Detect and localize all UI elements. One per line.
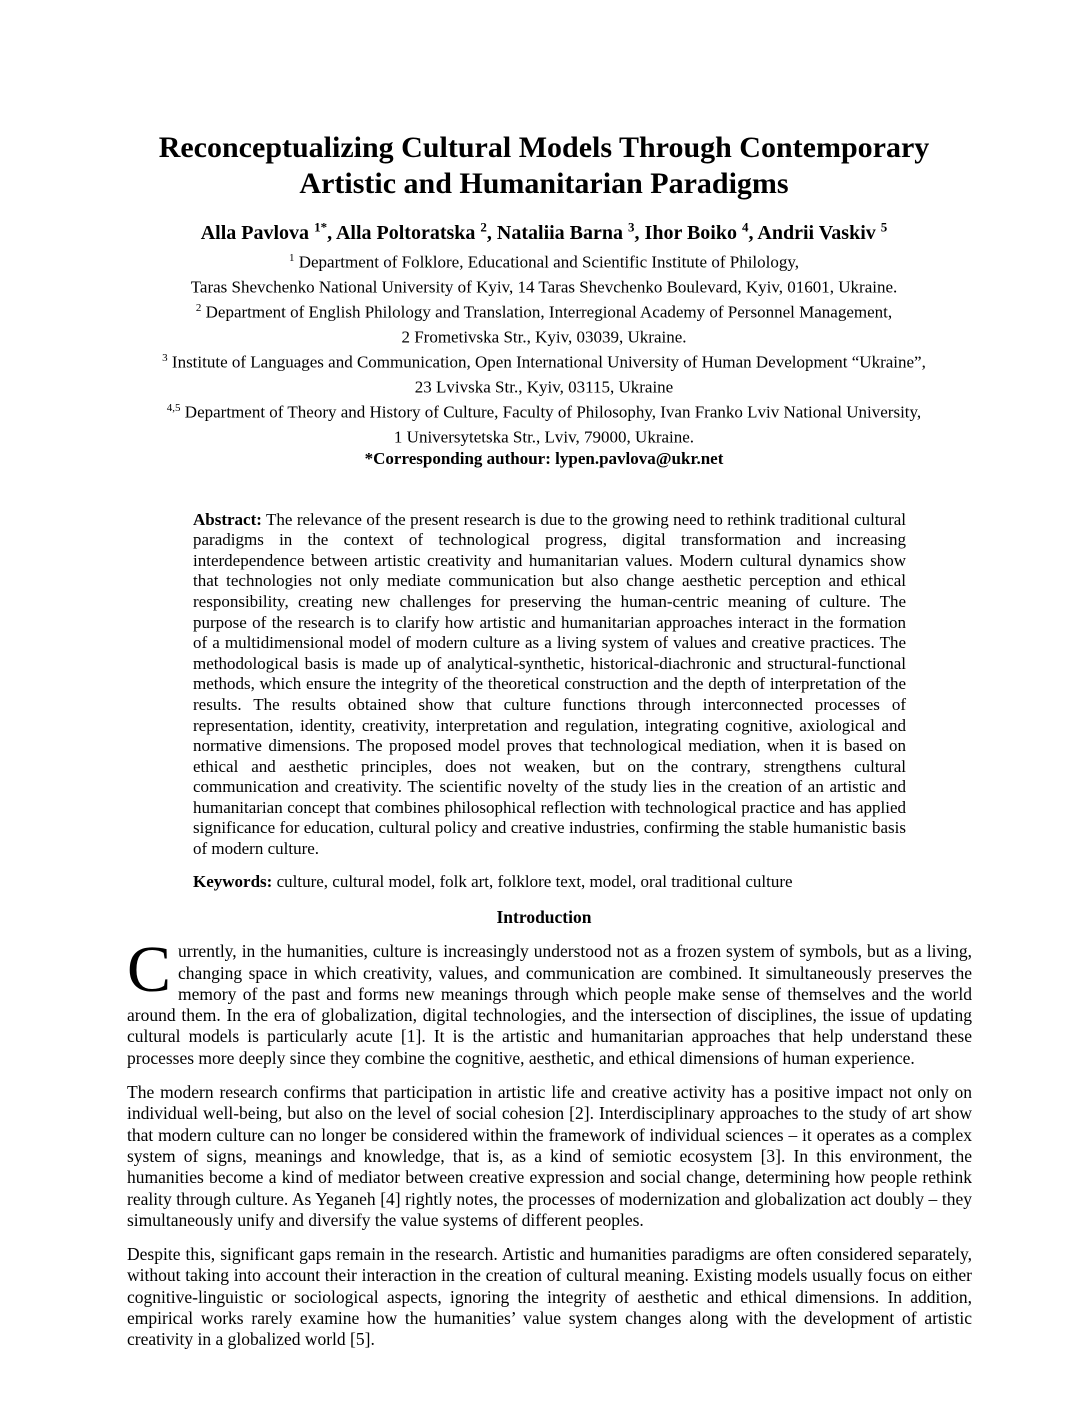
affiliation-line <box>0 423 1088 448</box>
section-heading-introduction: Introduction <box>496 907 592 928</box>
author-superscript: 5 <box>880 219 888 234</box>
author-name: , Alla Poltoratska <box>327 221 481 244</box>
abstract <box>193 510 906 860</box>
affiliation-text: Institute of Languages and Communication, Open International University of Human Development “Ukraine”, <box>167 352 926 372</box>
author-name: , Ihor Boiko <box>634 221 742 244</box>
author-superscript: 4 <box>741 219 749 234</box>
affiliation-block <box>0 248 1088 449</box>
intro-paragraph-1 <box>127 933 972 1069</box>
abstract-label: Abstract: <box>193 509 262 529</box>
intro-paragraph-3: Despite this, significant gaps remain in the research. Artistic and humanities paradigms are often considered separately, without taking into account their interaction in the creation of cultural meaning. Existing models usually focus on either cognitive-linguistic or sociological aspects, ignoring the integrity of aesthetic and ethical dimensions. In addition, empirical works rarely examine how the humanities’ value system changes along with the development of artistic creativity in a globalized world [5]. <box>127 1244 972 1350</box>
affiliation-line <box>0 348 1088 373</box>
author-superscript: 3 <box>628 219 635 234</box>
introduction-body <box>127 933 972 1350</box>
affiliation-line <box>0 373 1088 398</box>
drop-cap: C <box>127 933 172 1007</box>
author-line <box>0 215 1088 245</box>
affiliation-text: 23 Lvivska Str., Kyiv, 03115, Ukraine <box>414 377 674 397</box>
affiliation-text: 1 Universytetska Str., Lviv, 79000, Ukraine. <box>393 427 695 447</box>
affiliation-superscript: 3 <box>162 351 168 364</box>
affiliation-superscript: 2 <box>195 301 202 314</box>
author-name: , Andrii Vaskiv <box>748 221 881 244</box>
affiliation-line <box>0 323 1088 348</box>
author-superscript: 2 <box>480 219 487 234</box>
affiliation-line <box>0 273 1088 298</box>
author-segment <box>200 219 328 244</box>
paper-title-line-2: Artistic and Humanitarian Paradigms <box>299 167 789 200</box>
author-name: , Nataliia Barna <box>486 221 629 244</box>
author-name: Alla Pavlova <box>200 221 315 244</box>
affiliation-superscript: 1 <box>288 251 295 264</box>
affiliation-text: 2 Frometivska Str., Kyiv, 03039, Ukraine. <box>401 327 687 347</box>
corresponding-author-line: *Corresponding authour: lypen.pavlova@ukr.net <box>364 449 724 469</box>
intro-paragraph-2: The modern research confirms that participation in artistic life and creative activity has a positive impact not only on individual well-being, but also on the level of social cohesion [2]. Interdisciplinary approaches to the study of art show that modern culture can no longer be considered within the framework of individual sciences – it operates as a complex system of signs, meanings and knowledge, that is, as a kind of semiotic ecosystem [3]. In this environment, the humanities become a kind of mediator between creative expression and social change, determining how people rethink reality through culture. As Yeganeh [4] rightly notes, the processes of modernization and globalization act doubly – they simultaneously unify and diversify the value systems of different peoples. <box>127 1082 972 1230</box>
author-superscript: 1* <box>314 219 328 234</box>
affiliation-line <box>0 398 1088 423</box>
affiliation-line <box>0 248 1088 273</box>
affiliation-superscript: 4,5 <box>166 402 181 415</box>
affiliation-text: Department of Theory and History of Culture, Faculty of Philosophy, Ivan Franko Lviv National University, <box>180 402 922 422</box>
keywords-label: Keywords: <box>193 871 273 891</box>
keywords-line <box>193 872 948 893</box>
paper-title-line-1: Reconceptualizing Cultural Models Through Contemporary <box>158 131 930 164</box>
keywords-text: culture, cultural model, folk art, folklore text, model, oral traditional culture <box>272 871 793 891</box>
affiliation-text: Department of Folklore, Educational and Scientific Institute of Philology, <box>294 252 800 272</box>
author-segment <box>748 219 888 244</box>
abstract-text: The relevance of the present research is due to the growing need to rethink traditional cultural paradigms in the context of technological progress, digital transformation and increasing interdependence between artistic creativity and humanitarian values. Modern cultural dynamics show that technologies not only mediate communication but also change aesthetic perception and ethical responsibility, creating new challenges for preserving the human-centric meaning of culture. The purpose of the research is to clarify how artistic and humanitarian approaches interact in the formation of a multidimensional model of modern culture as a living system of values and creative practices. The methodological basis is made up of analytical-synthetic, historical-diachronic and structural-functional methods, which ensure the integrity of the theoretical construction and the depth of interpretation of the results. The results obtained show that culture functions through interconnected processes of representation, identity, creativity, interpretation and regulation, integrating cognitive, axiological and normative dimensions. The proposed model proves that technological mediation, when it is based on ethical and aesthetic principles, does not weaken, but on the contrary, strengthens cultural communication and creativity. The scientific novelty of the study lies in the creation of an artistic and humanitarian concept that combines philosophical reflection with technological practice and has applied significance for education, cultural policy and creative industries, confirming the stable humanistic basis of modern culture. <box>193 509 906 859</box>
author-segment <box>327 219 487 244</box>
affiliation-text: Taras Shevchenko National University of Kyiv, 14 Taras Shevchenko Boulevard, Kyiv, 01601, Ukraine. <box>190 277 898 297</box>
affiliation-text: Department of English Philology and Translation, Interregional Academy of Personnel Management, <box>201 302 893 322</box>
author-segment <box>486 219 635 244</box>
paper-title <box>0 0 1088 202</box>
intro-paragraph-1-text: urrently, in the humanities, culture is increasingly understood not as a frozen system of symbols, but as a living, changing space in which creativity, values, and communication are combined. It simultaneously preserves the memory of the past and forms new meanings through which people make sense of themselves and the world around them. In the era of globalization, digital technologies, and the intersection of disciplines, the issue of updating cultural models is particularly acute [1]. It is the artistic and humanitarian approaches that help understand these processes more deeply since they combine the cognitive, aesthetic, and ethical dimensions of human experience. <box>127 941 972 1068</box>
affiliation-line <box>0 298 1088 323</box>
author-segment <box>634 219 749 244</box>
